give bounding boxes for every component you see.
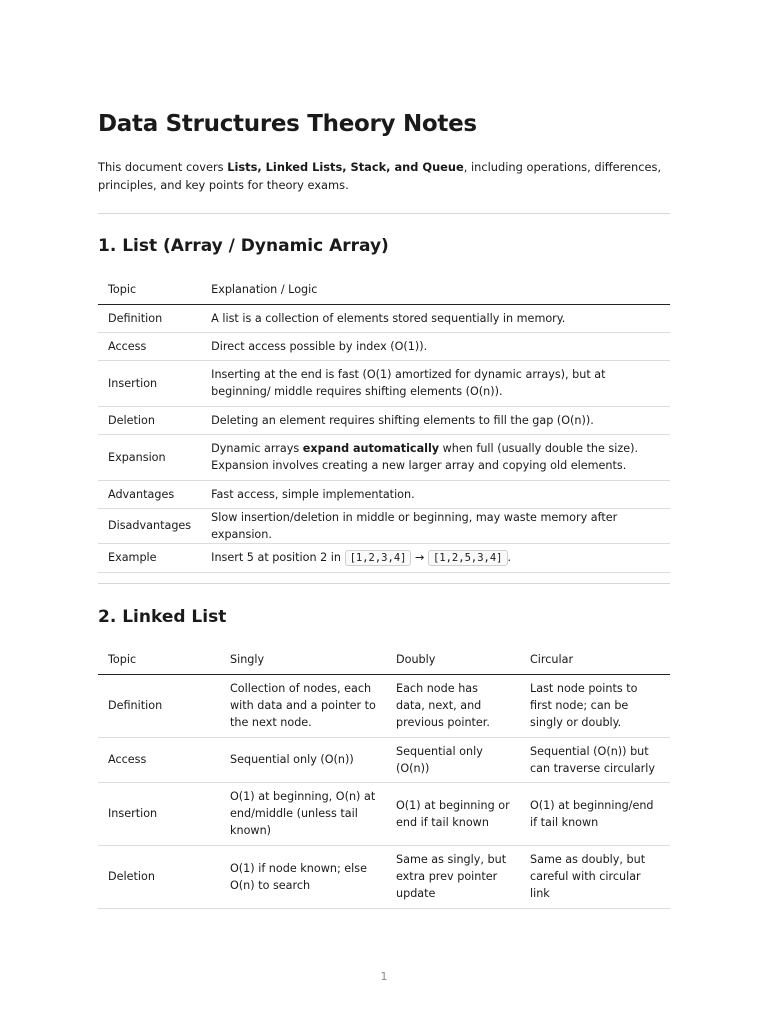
list-table	[98, 275, 670, 573]
row-explanation: Direct access possible by index (O(1)).	[201, 332, 670, 360]
table-row	[98, 674, 670, 737]
singly-cell: O(1) if node known; else O(n) to search	[220, 845, 386, 908]
row-topic: Access	[98, 737, 220, 782]
divider	[98, 583, 670, 584]
row-explanation: Fast access, simple implementation.	[201, 480, 670, 508]
column-header: Doubly	[386, 646, 520, 674]
row-explanation	[201, 434, 670, 480]
table-row	[98, 543, 670, 572]
intro-topics: Lists, Linked Lists, Stack, and Queue	[227, 160, 464, 174]
explanation-text: Dynamic arrays	[211, 442, 303, 455]
explanation-text: Insert 5 at position 2 in	[211, 550, 345, 564]
table-row	[98, 782, 670, 845]
divider	[98, 213, 670, 214]
intro-text-start: This document covers	[98, 160, 228, 174]
table-row	[98, 360, 670, 406]
column-header: Explanation / Logic	[201, 275, 670, 304]
table-row	[98, 332, 670, 360]
table-row	[98, 737, 670, 782]
table-row	[98, 845, 670, 908]
code-snippet: [1,2,5,3,4]	[428, 550, 508, 566]
explanation-text: when full (usually double the size). Expansion involves creating a new larger array and copying old elements.	[211, 442, 639, 472]
row-topic: Definition	[98, 674, 220, 737]
row-topic: Insertion	[98, 360, 201, 406]
table-row	[98, 304, 670, 332]
section-2-heading: 2. Linked List	[98, 607, 227, 627]
explanation-emphasis: expand automatically	[302, 442, 440, 455]
intro-text-end: , including operations, differences, principles, and key points for theory exams.	[98, 160, 662, 192]
doubly-cell: Each node has data, next, and previous pointer.	[386, 674, 520, 737]
code-snippet: [1,2,3,4]	[345, 550, 412, 566]
table-row	[98, 480, 670, 508]
arrow-icon: →	[411, 550, 428, 564]
column-header: Singly	[220, 646, 386, 674]
singly-cell: O(1) at beginning, O(n) at end/middle (unless tail known)	[220, 782, 386, 845]
row-topic: Advantages	[98, 480, 201, 508]
table-header-row	[98, 275, 670, 304]
circular-cell: Same as doubly, but careful with circular link	[520, 845, 670, 908]
row-topic: Deletion	[98, 845, 220, 908]
table-row	[98, 434, 670, 480]
table-row	[98, 406, 670, 434]
doubly-cell: Sequential only (O(n))	[386, 737, 520, 782]
row-explanation: Inserting at the end is fast (O(1) amortized for dynamic arrays), but at beginning/ middle requires shifting elements (O(n)).	[201, 360, 670, 406]
circular-cell: Last node points to first node; can be singly or doubly.	[520, 674, 670, 737]
singly-cell: Sequential only (O(n))	[220, 737, 386, 782]
table-header-row	[98, 646, 670, 674]
column-header: Circular	[520, 646, 670, 674]
page-title: Data Structures Theory Notes	[98, 111, 477, 137]
page-number: 1	[380, 970, 388, 983]
row-topic: Disadvantages	[98, 508, 201, 543]
table-row	[98, 508, 670, 543]
circular-cell: O(1) at beginning/end if tail known	[520, 782, 670, 845]
row-explanation: Slow insertion/deletion in middle or beginning, may waste memory after expansion.	[201, 508, 670, 543]
row-explanation: Deleting an element requires shifting elements to fill the gap (O(n)).	[201, 406, 670, 434]
row-explanation	[201, 543, 670, 572]
row-topic: Insertion	[98, 782, 220, 845]
explanation-text: .	[507, 550, 512, 564]
row-topic: Example	[98, 543, 201, 572]
doubly-cell: O(1) at beginning or end if tail known	[386, 782, 520, 845]
doubly-cell: Same as singly, but extra prev pointer update	[386, 845, 520, 908]
row-topic: Deletion	[98, 406, 201, 434]
row-topic: Access	[98, 332, 201, 360]
row-topic: Expansion	[98, 434, 201, 480]
section-1-heading: 1. List (Array / Dynamic Array)	[98, 236, 389, 256]
circular-cell: Sequential (O(n)) but can traverse circularly	[520, 737, 670, 782]
row-explanation: A list is a collection of elements stored sequentially in memory.	[201, 304, 670, 332]
intro-paragraph	[98, 159, 670, 194]
column-header: Topic	[98, 275, 201, 304]
column-header: Topic	[98, 646, 220, 674]
linked-list-table	[98, 646, 670, 909]
singly-cell: Collection of nodes, each with data and a pointer to the next node.	[220, 674, 386, 737]
row-topic: Definition	[98, 304, 201, 332]
